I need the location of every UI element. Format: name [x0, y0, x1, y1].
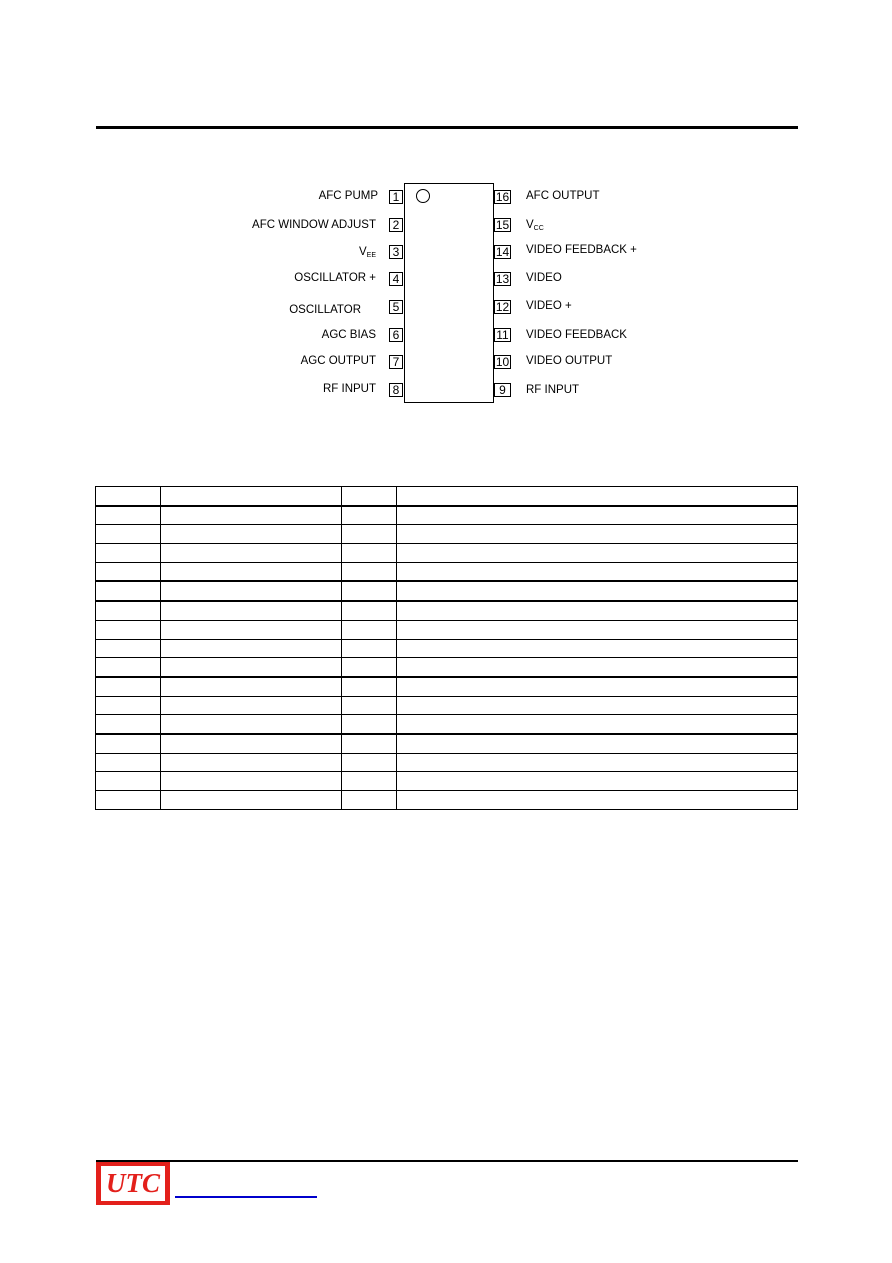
table-cell — [96, 639, 161, 658]
table-cell — [96, 677, 161, 696]
table-cell — [96, 601, 161, 620]
pin-number: 6 — [389, 328, 403, 342]
table-cell — [96, 562, 161, 581]
table-row — [96, 658, 798, 677]
table-row — [96, 620, 798, 639]
pin-label: RF INPUT — [526, 384, 580, 396]
table-cell — [161, 772, 342, 791]
table-cell — [342, 544, 397, 563]
pin-number: 2 — [389, 218, 403, 232]
table-cell — [397, 562, 798, 581]
table-cell — [161, 525, 342, 544]
table-cell — [96, 487, 161, 506]
table-cell — [342, 696, 397, 715]
table-cell — [397, 506, 798, 525]
table-cell — [342, 658, 397, 677]
table-row — [96, 791, 798, 810]
table-cell — [342, 601, 397, 620]
pin-label: OSCILLATOR — [289, 304, 361, 316]
table-cell — [397, 525, 798, 544]
pin-label: VIDEO OUTPUT — [526, 355, 613, 367]
pin-label: AFC PUMP — [318, 190, 378, 202]
pin-number: 11 — [494, 328, 511, 342]
table-cell — [96, 696, 161, 715]
pin-number: 5 — [389, 300, 403, 314]
pin-label: AFC WINDOW ADJUST — [252, 219, 376, 231]
table-cell — [161, 487, 342, 506]
table-cell — [96, 772, 161, 791]
table-cell — [397, 715, 798, 734]
table-row — [96, 753, 798, 772]
table-cell — [161, 639, 342, 658]
table-cell — [397, 791, 798, 810]
table-row — [96, 677, 798, 696]
table-cell — [342, 487, 397, 506]
pin-label: AGC BIAS — [321, 329, 376, 341]
table-row — [96, 581, 798, 601]
pin-number: 10 — [495, 355, 510, 369]
table-row — [96, 601, 798, 620]
table-cell — [397, 639, 798, 658]
table-cell — [161, 791, 342, 810]
table-cell — [96, 620, 161, 639]
table-cell — [342, 562, 397, 581]
table-row — [96, 525, 798, 544]
table-cell — [161, 506, 342, 525]
table-cell — [342, 620, 397, 639]
table-row — [96, 696, 798, 715]
table-cell — [397, 696, 798, 715]
table-cell — [342, 506, 397, 525]
pin-label-vcc: $V_{CC}$ — [526, 219, 544, 232]
table-cell — [96, 791, 161, 810]
table-cell — [161, 677, 342, 696]
pin-number: 16 — [495, 190, 510, 204]
pin-number: 3 — [389, 245, 403, 259]
pin-number: 13 — [495, 272, 510, 286]
table-cell — [161, 581, 342, 601]
pin-label: RF INPUT — [322, 383, 376, 395]
table-cell — [397, 753, 798, 772]
table-cell — [397, 601, 798, 620]
pin-label: VIDEO FEEDBACK — [526, 329, 627, 341]
table-cell — [342, 715, 397, 734]
table-cell — [397, 734, 798, 753]
pin-label: VIDEO — [526, 272, 562, 284]
table-cell — [397, 581, 798, 601]
table-row — [96, 772, 798, 791]
pin-number: 14 — [495, 245, 510, 259]
pin-number: 1 — [389, 190, 403, 204]
table-row — [96, 562, 798, 581]
footer-rule — [96, 1160, 798, 1162]
pin-number: 4 — [389, 272, 403, 286]
table-cell — [342, 639, 397, 658]
table-cell — [161, 753, 342, 772]
table-cell — [96, 525, 161, 544]
table-cell — [96, 715, 161, 734]
pin-label: OSCILLATOR + — [294, 272, 376, 284]
table-cell — [161, 734, 342, 753]
pin-label: AGC OUTPUT — [300, 355, 376, 367]
table-cell — [161, 620, 342, 639]
pin-label: AFC OUTPUT — [526, 190, 600, 202]
table-cell — [161, 601, 342, 620]
table-cell — [397, 658, 798, 677]
table-row — [96, 734, 798, 753]
table-cell — [397, 487, 798, 506]
table-cell — [96, 753, 161, 772]
table-cell — [161, 658, 342, 677]
table-row — [96, 487, 798, 506]
table-row — [96, 639, 798, 658]
table-cell — [342, 772, 397, 791]
table-cell — [342, 677, 397, 696]
pin1-notch-icon — [416, 189, 430, 203]
pin-number: 9 — [494, 383, 511, 397]
table-cell — [397, 772, 798, 791]
pin-number: 12 — [495, 300, 510, 314]
table-row — [96, 506, 798, 525]
table-cell — [342, 753, 397, 772]
table-cell — [397, 620, 798, 639]
table-cell — [96, 734, 161, 753]
pin-number: 7 — [389, 355, 403, 369]
logo-text: UTC — [100, 1165, 166, 1202]
table-cell — [96, 658, 161, 677]
table-cell — [161, 715, 342, 734]
pin-label-vee: $V_{EE}$ — [358, 246, 376, 259]
table-cell — [96, 581, 161, 601]
table-cell — [161, 544, 342, 563]
table-cell — [342, 581, 397, 601]
table-row — [96, 715, 798, 734]
table-row — [96, 544, 798, 563]
pin-number: 8 — [389, 383, 403, 397]
utc-logo — [96, 1162, 170, 1205]
pin-description-table — [95, 486, 798, 810]
ic-package — [404, 183, 494, 403]
table-cell — [342, 791, 397, 810]
table-cell — [342, 525, 397, 544]
table-cell — [161, 562, 342, 581]
header-rule — [96, 126, 798, 129]
table-cell — [96, 506, 161, 525]
table-cell — [161, 696, 342, 715]
website-link[interactable] — [175, 1196, 317, 1198]
pin-label: VIDEO + — [526, 300, 572, 312]
table-cell — [397, 677, 798, 696]
table-cell — [342, 734, 397, 753]
pin-number: 15 — [495, 218, 510, 232]
table-cell — [397, 544, 798, 563]
pin-label: VIDEO FEEDBACK + — [526, 244, 637, 256]
table-cell — [96, 544, 161, 563]
